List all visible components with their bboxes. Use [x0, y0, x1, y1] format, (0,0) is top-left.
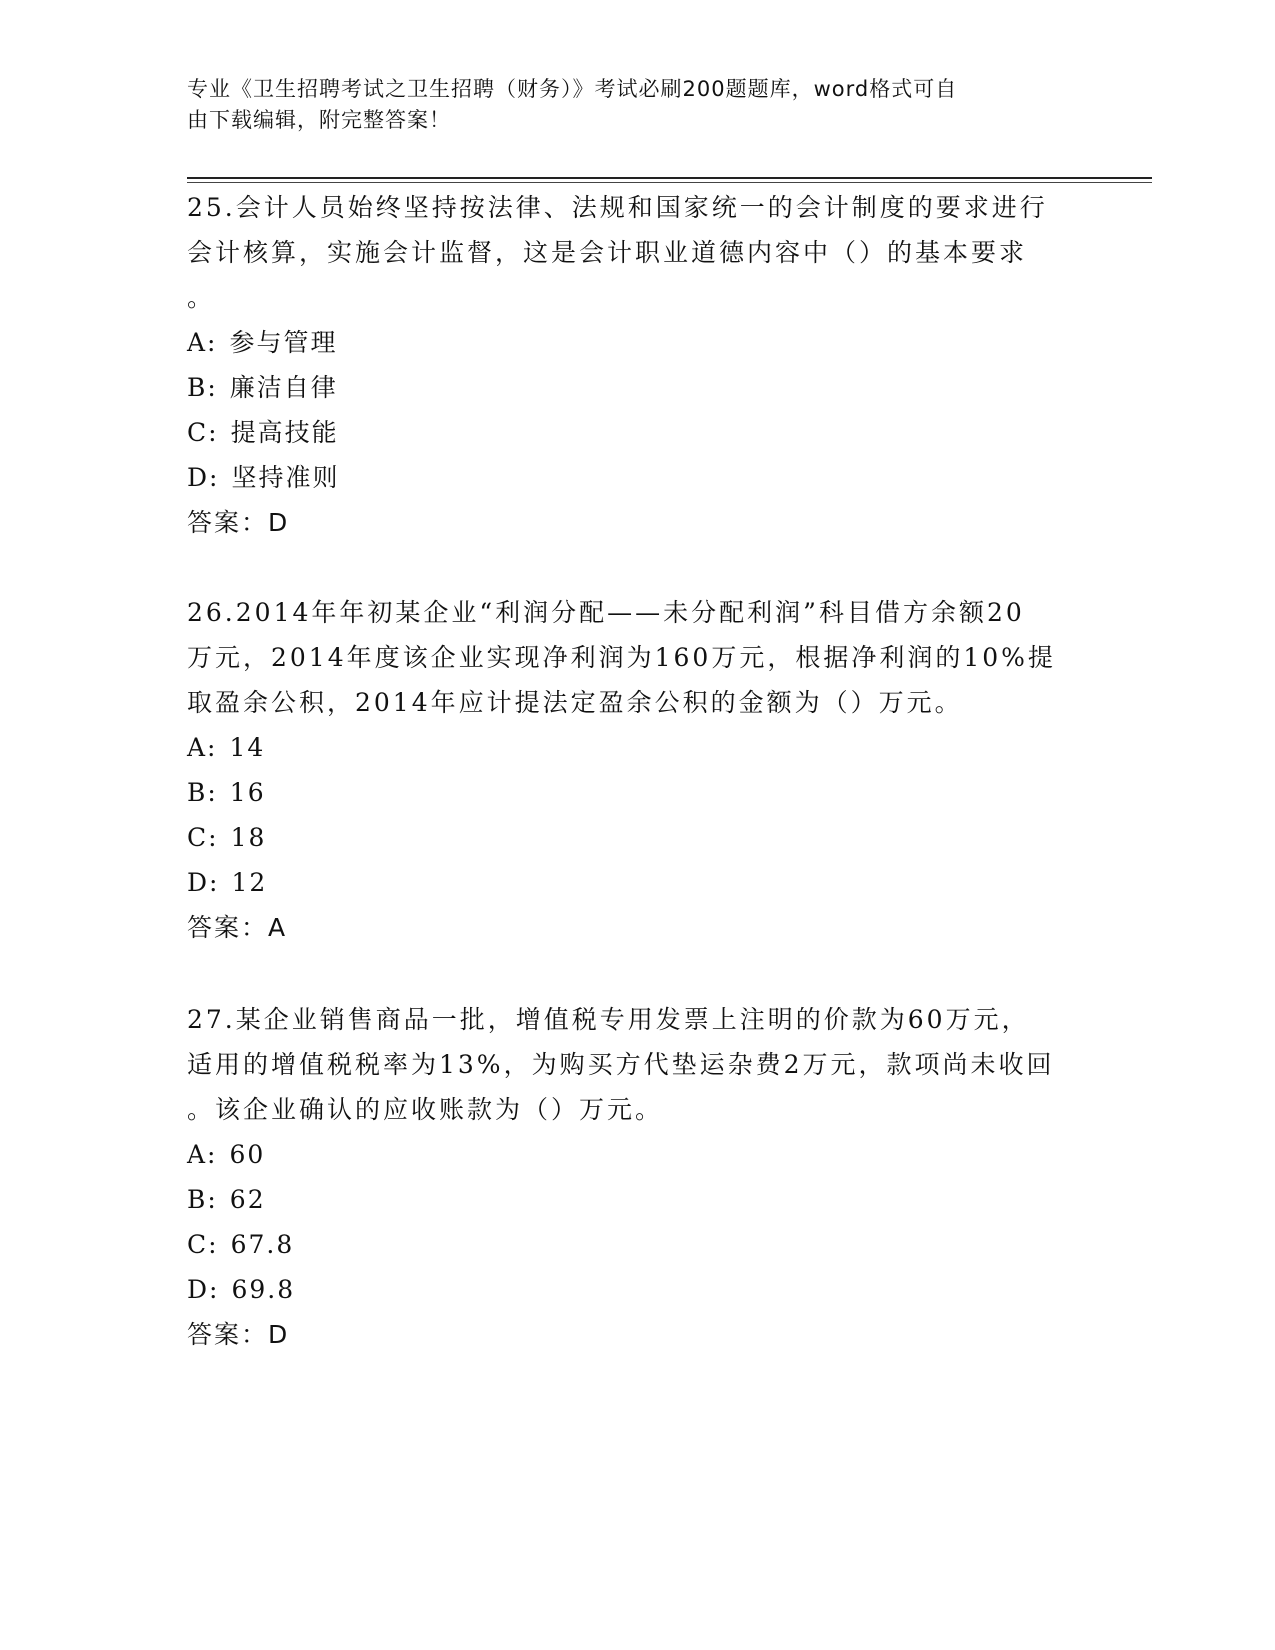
- option-a: [187, 1132, 1087, 1177]
- answer-line: 答案：D: [187, 1320, 290, 1349]
- option-value: 提高技能: [230, 418, 339, 447]
- option-key: A:: [187, 733, 218, 762]
- option-key: B:: [187, 373, 218, 402]
- header-divider-thick: [187, 177, 1152, 179]
- option-value: 69.8: [231, 1275, 296, 1304]
- option-b: [187, 365, 1087, 410]
- option-value: 14: [229, 733, 266, 762]
- option-b: [187, 1177, 1087, 1222]
- option-key: C:: [187, 823, 219, 852]
- option-d: [187, 1267, 1087, 1312]
- question-text: 25.会计人员始终坚持按法律、法规和国家统一的会计制度的要求进行 会计核算，实施会计监督，这是会计职业道德内容中（）的基本要求 。: [187, 193, 1048, 312]
- option-key: C:: [187, 1230, 219, 1259]
- question-26: [187, 590, 1087, 950]
- option-d: [187, 455, 1087, 500]
- option-key: D:: [187, 463, 220, 492]
- option-value: 67.8: [230, 1230, 295, 1259]
- question-text: 27.某企业销售商品一批，增值税专用发票上注明的价款为60万元， 适用的增值税税率为13%，为购买方代垫运杂费2万元，款项尚未收回 。该企业确认的应收账款为（）万元。: [187, 1005, 1055, 1124]
- question-27: [187, 997, 1087, 1357]
- option-c: [187, 1222, 1087, 1267]
- option-a: [187, 320, 1087, 365]
- option-c: [187, 815, 1087, 860]
- option-key: D:: [187, 1275, 220, 1304]
- option-c: [187, 410, 1087, 455]
- option-b: [187, 770, 1087, 815]
- option-key: B:: [187, 1185, 218, 1214]
- option-key: D:: [187, 868, 220, 897]
- option-value: 廉洁自律: [229, 373, 338, 402]
- option-d: [187, 860, 1087, 905]
- option-key: B:: [187, 778, 218, 807]
- option-key: C:: [187, 418, 219, 447]
- option-value: 参与管理: [229, 328, 338, 357]
- header-divider-thin: [187, 182, 1152, 183]
- option-value: 60: [229, 1140, 266, 1169]
- option-value: 坚持准则: [231, 463, 340, 492]
- option-key: A:: [187, 1140, 218, 1169]
- document-header: [187, 74, 1067, 136]
- option-key: A:: [187, 328, 218, 357]
- option-value: 18: [230, 823, 267, 852]
- header-line-2: 由下载编辑，附完整答案！: [187, 108, 451, 132]
- option-a: [187, 725, 1087, 770]
- option-value: 62: [229, 1185, 266, 1214]
- option-value: 16: [229, 778, 266, 807]
- option-value: 12: [231, 868, 268, 897]
- question-25: [187, 185, 1087, 545]
- header-line-1: 专业《卫生招聘考试之卫生招聘（财务）》考试必刷200题题库，word格式可自: [187, 77, 958, 101]
- answer-line: 答案：D: [187, 508, 290, 537]
- answer-line: 答案：A: [187, 913, 288, 942]
- question-text: 26.2014年年初某企业“利润分配——未分配利润”科目借方余额20 万元，2014年度该企业实现净利润为160万元，根据净利润的10%提 取盈余公积，2014年应计提法定盈余公积的金额为（）万元。: [187, 598, 1056, 717]
